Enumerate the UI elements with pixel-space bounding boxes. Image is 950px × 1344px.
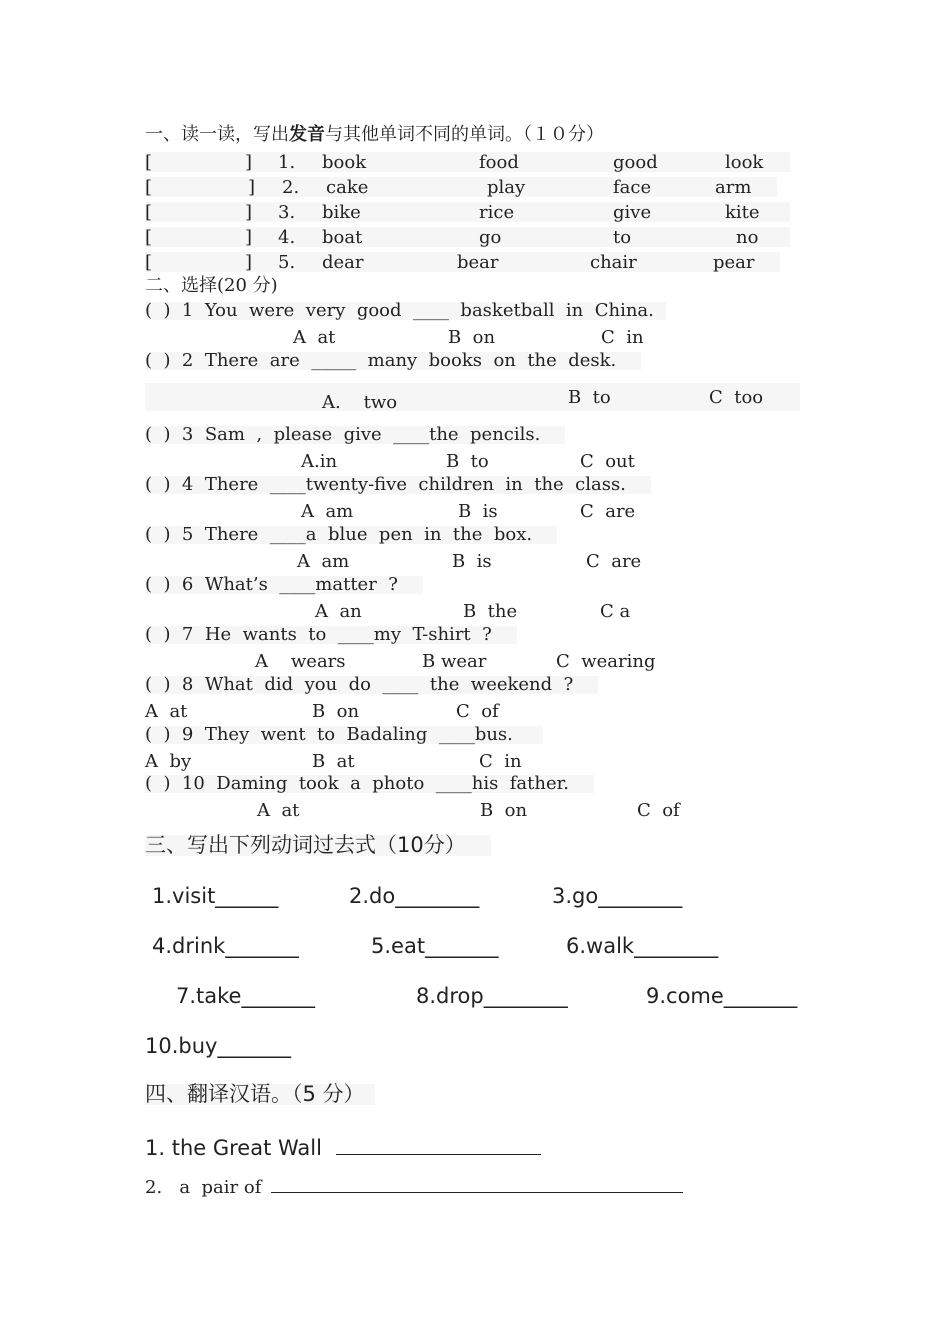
option-a: A an (315, 601, 362, 622)
option-c: C out (580, 451, 635, 472)
question-6: ( ) 6 What’s ____matter ? (145, 576, 423, 594)
verb-item: 5.eat_______ (371, 934, 499, 958)
question-10: ( ) 10 Daming took a photo ____his father. (145, 775, 594, 793)
verb-item: 1.visit______ (152, 884, 279, 908)
option-b: B is (458, 501, 498, 522)
section4-title: 四、翻译汉语。（5 分） (145, 1084, 375, 1105)
section2-title: 二、选择(20 分) (145, 275, 278, 296)
question-3: ( ) 3 Sam , please give ____the pencils. (145, 426, 565, 444)
option-c: C of (456, 701, 499, 722)
option-b: B wear (422, 651, 487, 672)
option-b: B on (448, 327, 496, 348)
option-a: A am (301, 501, 354, 522)
option-b: B on (312, 701, 360, 722)
option-c: C a (600, 601, 631, 622)
translation-item: 1. the Great Wall (145, 1134, 541, 1159)
answer-line[interactable] (336, 1134, 541, 1155)
question-1: ( ) 1 You were very good ____ basketball in China. (145, 302, 666, 320)
option-c: C are (586, 551, 642, 572)
option-b: B to (446, 451, 489, 472)
option-c: C are (580, 501, 636, 522)
option-c: C in (479, 751, 522, 772)
option-a: A at (293, 327, 336, 348)
verb-item: 2.do________ (349, 884, 480, 908)
option-b: B the (463, 601, 518, 622)
option-c: C in (601, 327, 644, 348)
option-a: A. two (322, 392, 398, 413)
answer-line[interactable] (271, 1174, 683, 1193)
verb-item: 6.walk________ (566, 934, 719, 958)
verb-item: 8.drop________ (416, 984, 568, 1008)
option-b: B is (452, 551, 492, 572)
option-b: B to (568, 387, 611, 408)
section1-title: 一、读一读，写出发音与其他单词不同的单词。（１０分） (145, 124, 604, 145)
question-9: ( ) 9 They went to Badaling ____bus. (145, 726, 543, 744)
option-a: A.in (301, 451, 338, 472)
question-5: ( ) 5 There ____a blue pen in the box. (145, 526, 557, 544)
option-c: C of (637, 800, 680, 821)
option-b: B on (480, 800, 528, 821)
option-a: A wears (255, 651, 346, 672)
verb-item: 7.take_______ (176, 984, 315, 1008)
translation-item: 2. a pair of (145, 1174, 683, 1197)
option-a: A am (297, 551, 350, 572)
question-7: ( ) 7 He wants to ____my T-shirt ? (145, 626, 517, 644)
option-c: C too (709, 387, 764, 408)
verb-item: 10.buy_______ (145, 1034, 291, 1058)
question-8: ( ) 8 What did you do ____ the weekend ? (145, 676, 598, 694)
section3-title: 三、写出下列动词过去式（10分） (145, 835, 491, 856)
option-c: C wearing (556, 651, 656, 672)
question-4: ( ) 4 There ____twenty-five children in the class. (145, 476, 651, 494)
option-b: B at (312, 751, 355, 772)
option-a: A by (145, 751, 192, 772)
verb-item: 3.go________ (552, 884, 683, 908)
verb-item: 4.drink_______ (152, 934, 299, 958)
verb-item: 9.come_______ (646, 984, 798, 1008)
option-a: A at (145, 701, 188, 722)
option-a: A at (257, 800, 300, 821)
question-2: ( ) 2 There are _____ many books on the desk. (145, 352, 641, 370)
